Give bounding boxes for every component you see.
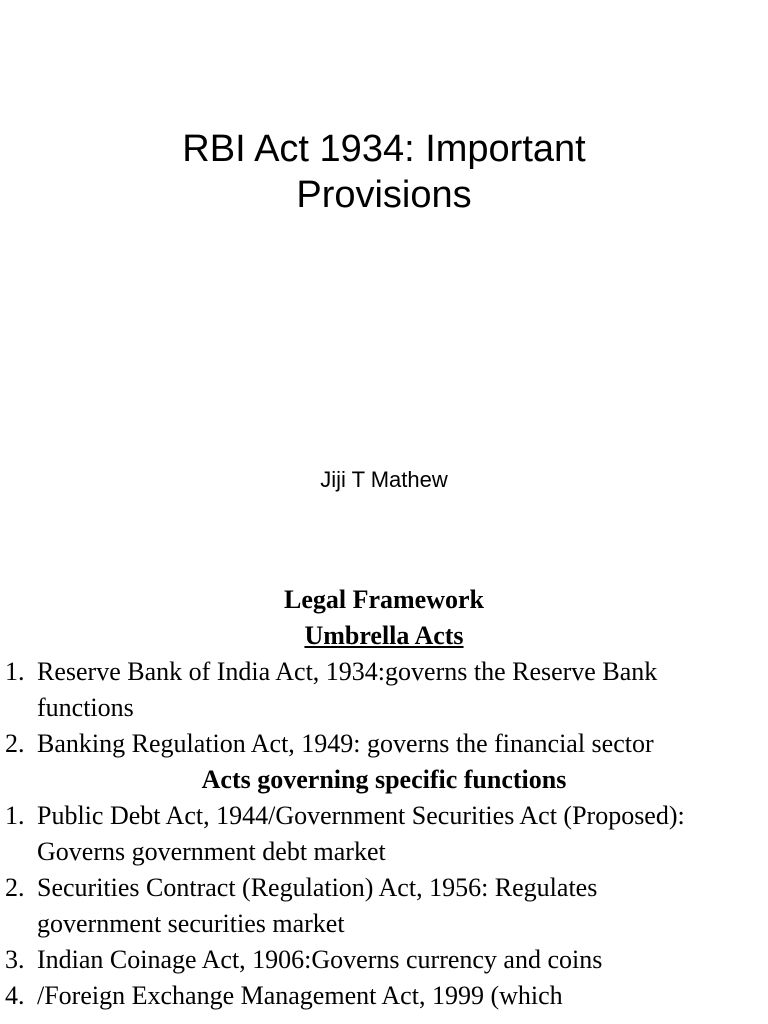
list-item [0, 870, 768, 942]
list-item [0, 726, 768, 762]
list-item-number: 2. [5, 873, 25, 902]
list-item-text: Banking Regulation Act, 1949: governs the financial sector [37, 729, 654, 758]
list-item-text: Securities Contract (Regulation) Act, 1956: Regulates government securities market [37, 873, 598, 938]
umbrella-acts-heading [0, 618, 768, 654]
specific-functions-heading: Acts governing specific functions [201, 765, 567, 794]
list-item-number: 2. [5, 729, 25, 758]
list-item-number: 1. [5, 657, 25, 686]
list-item-text: Indian Coinage Act, 1906:Governs currency and coins [37, 945, 603, 974]
list-item-text: Public Debt Act, 1944/Government Securities Act (Proposed): Governs government debt market [37, 801, 685, 866]
slide-title [0, 126, 768, 218]
author-name: Jiji T Mathew [320, 467, 448, 492]
legal-framework-slide [0, 582, 768, 1014]
list-item-text: /Foreign Exchange Management Act, 1999 (which [37, 981, 563, 1010]
list-item-text: Reserve Bank of India Act, 1934:governs the Reserve Bank functions [37, 657, 658, 722]
umbrella-acts-heading-text: Umbrella Acts [304, 621, 464, 650]
list-item-number: 1. [5, 801, 25, 830]
list-item-number: 4. [5, 981, 25, 1010]
list-item-number: 3. [5, 945, 25, 974]
slide-title-line-2: Provisions [296, 174, 472, 216]
slide-title-line-1: RBI Act 1934: Important [182, 128, 586, 170]
list-item [0, 978, 768, 1014]
list-item [0, 942, 768, 978]
legal-framework-heading: Legal Framework [283, 585, 484, 614]
list-item [0, 798, 768, 870]
list-item [0, 654, 768, 726]
